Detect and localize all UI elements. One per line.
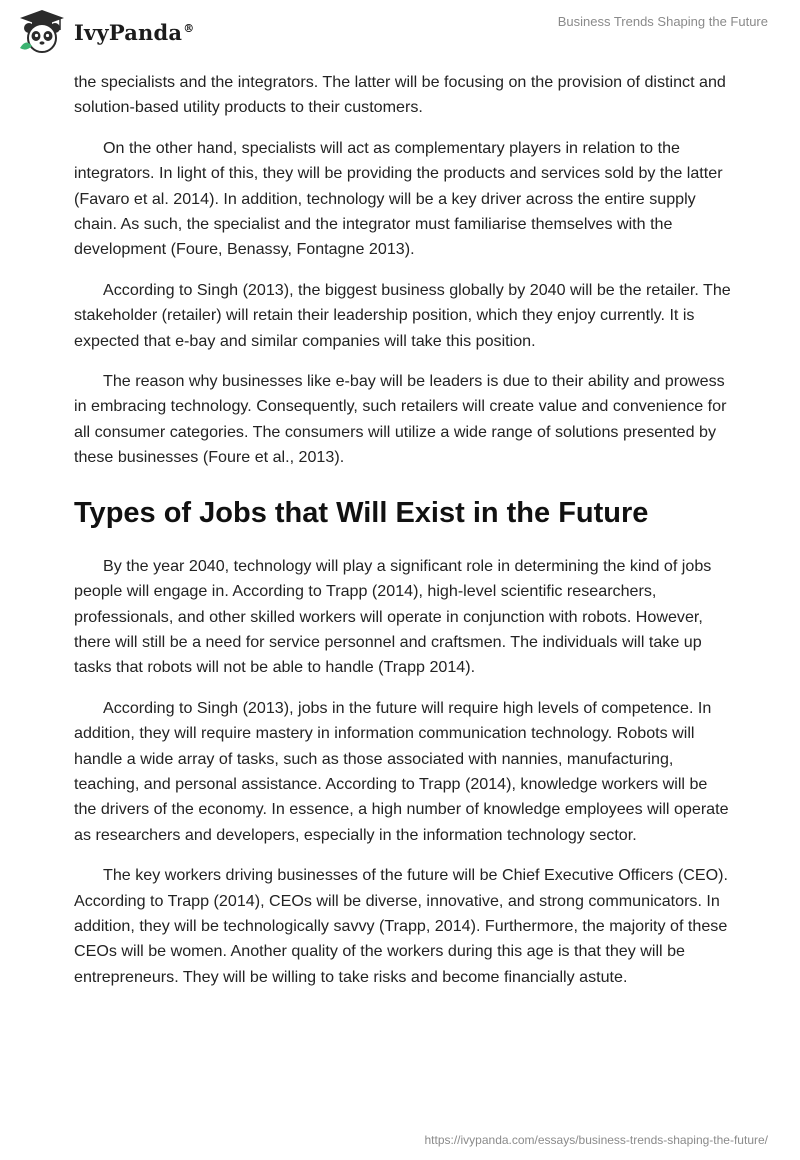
page-header (0, 0, 800, 64)
document-title: Business Trends Shaping the Future (557, 14, 768, 29)
source-url[interactable]: https://ivypanda.com/essays/business-trends-shaping-the-future/ (424, 1133, 768, 1147)
paragraph: According to Singh (2013), jobs in the future will require high levels of competence. In addition, they will require mastery in information communication technology. Robots will handle a wide array of tasks, such as those associated with nannies, manufacturing, teaching, and personal assistance. According to Trapp (2014), knowledge workers will be the drivers of the economy. In essence, a high number of knowledge employees will operate as researchers and developers, especially in the information technology sector. (74, 698, 729, 844)
essay-content (74, 70, 734, 1005)
paragraph: By the year 2040, technology will play a significant role in determining the kind of jobs people will engage in. According to Trapp (2014), high-level scientific researchers, professionals, and other skilled workers will operate in conjunction with robots. However, there will still be a need for service personnel and craftsmen. The individuals will take up tasks that robots will not be able to handle (Trapp 2014). (74, 556, 712, 677)
paragraph: The reason why businesses like e-bay will be leaders is due to their ability and prowess in embracing technology. Consequently, such retailers will create value and convenience for all consumer categories. The consumers will utilize a wide range of solutions presented by these businesses (Foure et al., 2013). (74, 372, 727, 467)
paragraph: The key workers driving businesses of the future will be Chief Executive Officers (CEO). According to Trapp (2014), CEOs will be diverse, innovative, and strong communicators. In addition, they will be technologically savvy (Trapp, 2014). Furthermore, the majority of these CEOs will be women. Another quality of the workers during this age is that they will be entrepreneurs. They will be willing to take risks and become financially astute. (74, 866, 728, 986)
paragraph: According to Singh (2013), the biggest business globally by 2040 will be the retailer. The stakeholder (retailer) will retain their leadership position, which they enjoy currently. It is expected that e-bay and similar companies will take this position. (74, 280, 731, 350)
brand-logo[interactable] (16, 8, 194, 56)
paragraph: On the other hand, specialists will act as complementary players in relation to the integrators. In light of this, they will be providing the products and services sold by the latter (Favaro et al. 2014). In addition, technology will be a key driver across the entire supply chain. As such, the specialist and the integrator must familiarise themselves with the development (Foure, Benassy, Fontagne 2013). (74, 138, 723, 259)
section-heading: Types of Jobs that Will Exist in the Future (74, 496, 649, 529)
paragraph: the specialists and the integrators. The latter will be focusing on the provision of distinct and solution-based utility products to their customers. (74, 73, 726, 117)
panda-graduate-icon (16, 8, 68, 56)
brand-name: IvyPanda® (74, 19, 195, 45)
